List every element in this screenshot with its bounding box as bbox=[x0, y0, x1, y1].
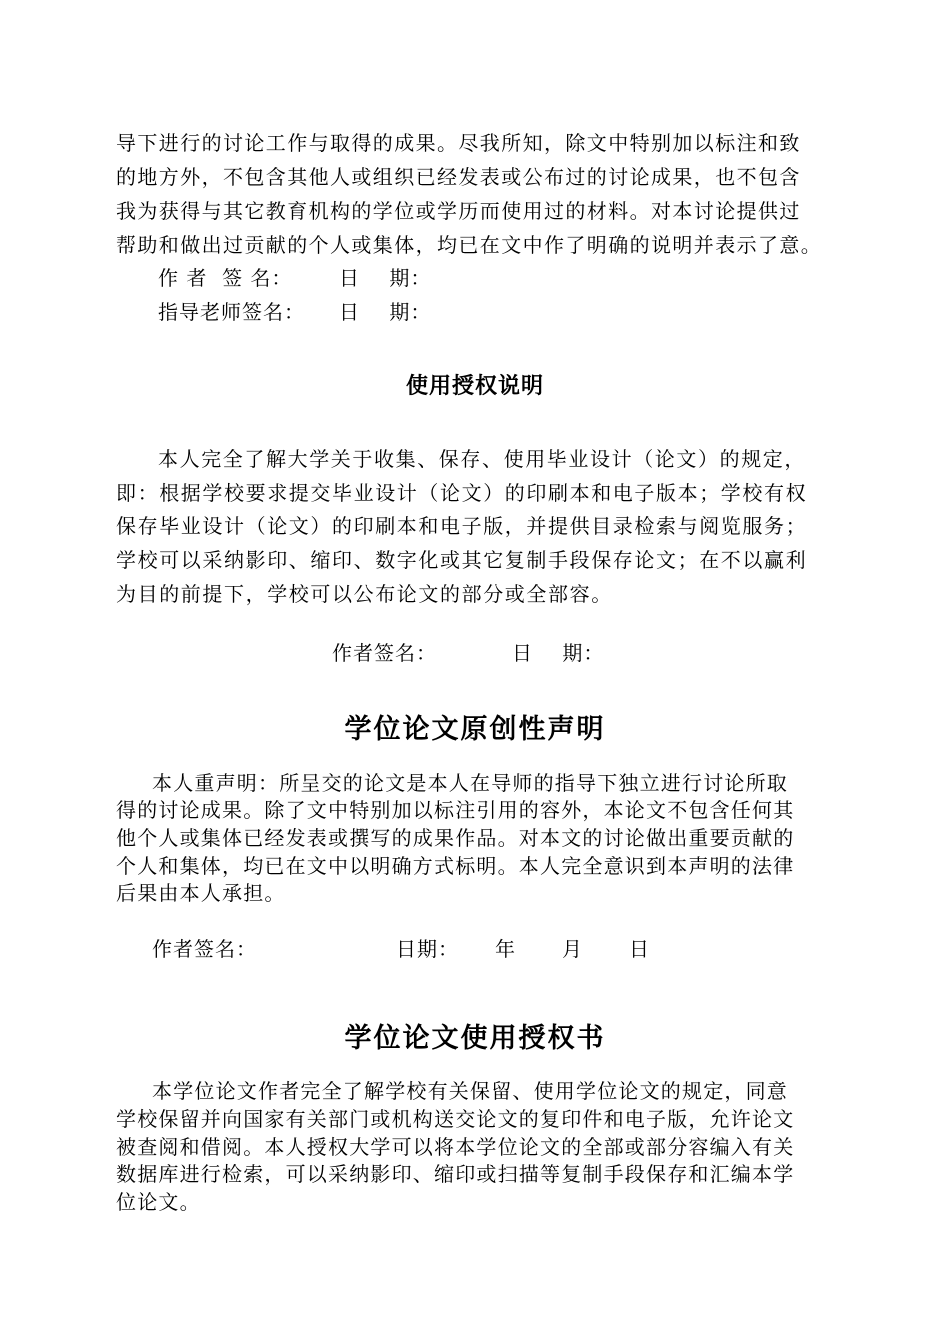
section4-line: 数据库进行检索，可以采纳影印、缩印或扫描等复制手段保存和汇编本学 bbox=[116, 1162, 795, 1186]
section2-title: 使用授权说明 bbox=[405, 374, 544, 399]
section3-year-label: 年 bbox=[495, 937, 516, 961]
section2-date-label: 日 期： bbox=[512, 641, 605, 665]
advisor-date-label: 日 期： bbox=[339, 300, 432, 324]
section2-line: 保存毕业设计（论文）的印刷本和电子版，并提供目录检索与阅览服务； bbox=[116, 514, 808, 538]
section1-line: 我为获得与其它教育机构的学位或学历而使用过的材料。对本讨论提供过 bbox=[116, 199, 801, 223]
section3-line: 本人重声明：所呈交的论文是本人在导师的指导下独立进行讨论所取 bbox=[152, 771, 788, 795]
section4-line: 被查阅和借阅。本人授权大学可以将本学位论文的全部或部分容编入有关 bbox=[116, 1135, 795, 1159]
section2-line: 为目的前提下，学校可以公布论文的部分或全部容。 bbox=[116, 582, 613, 606]
author-signature-label: 作 者 签 名： bbox=[158, 266, 293, 290]
section2-line: 本人完全了解大学关于收集、保存、使用毕业设计（论文）的规定， bbox=[158, 447, 806, 471]
section2-signature-label: 作者签名： bbox=[332, 641, 437, 665]
section3-line: 后果由本人承担。 bbox=[116, 881, 286, 905]
section4-line: 位论文。 bbox=[116, 1190, 201, 1214]
section2-line: 学校可以采纳影印、缩印、数字化或其它复制手段保存论文；在不以赢利 bbox=[116, 548, 808, 572]
section3-line: 他个人或集体已经发表或撰写的成果作品。对本文的讨论做出重要贡献的 bbox=[116, 826, 795, 850]
advisor-signature-label: 指导老师签名： bbox=[158, 300, 305, 324]
section2-line: 即：根据学校要求提交毕业设计（论文）的印刷本和电子版本；学校有权 bbox=[116, 481, 808, 505]
section1-line: 帮助和做出过贡献的个人或集体，均已在文中作了明确的说明并表示了意。 bbox=[116, 233, 823, 257]
section3-line: 得的讨论成果。除了文中特别加以标注引用的容外，本论文不包含任何其 bbox=[116, 798, 795, 822]
section3-day-label: 日 bbox=[629, 937, 650, 961]
author-date-label: 日 期： bbox=[339, 266, 432, 290]
section4-line: 学校保留并向国家有关部门或机构送交论文的复印件和电子版，允许论文 bbox=[116, 1107, 795, 1131]
section3-line: 个人和集体，均已在文中以明确方式标明。本人完全意识到本声明的法律 bbox=[116, 854, 795, 878]
section3-month-label: 月 bbox=[562, 937, 583, 961]
section3-title: 学位论文原创性声明 bbox=[344, 714, 606, 745]
section4-title: 学位论文使用授权书 bbox=[344, 1023, 606, 1054]
section1-line: 导下进行的讨论工作与取得的成果。尽我所知，除文中特别加以标注和致 bbox=[116, 131, 801, 155]
section3-date-label: 日期： bbox=[396, 937, 459, 961]
section3-signature-label: 作者签名： bbox=[152, 937, 257, 961]
section4-line: 本学位论文作者完全了解学校有关保留、使用学位论文的规定，同意 bbox=[152, 1079, 788, 1103]
section1-line: 的地方外，不包含其他人或组织已经发表或公布过的讨论成果，也不包含 bbox=[116, 165, 801, 189]
